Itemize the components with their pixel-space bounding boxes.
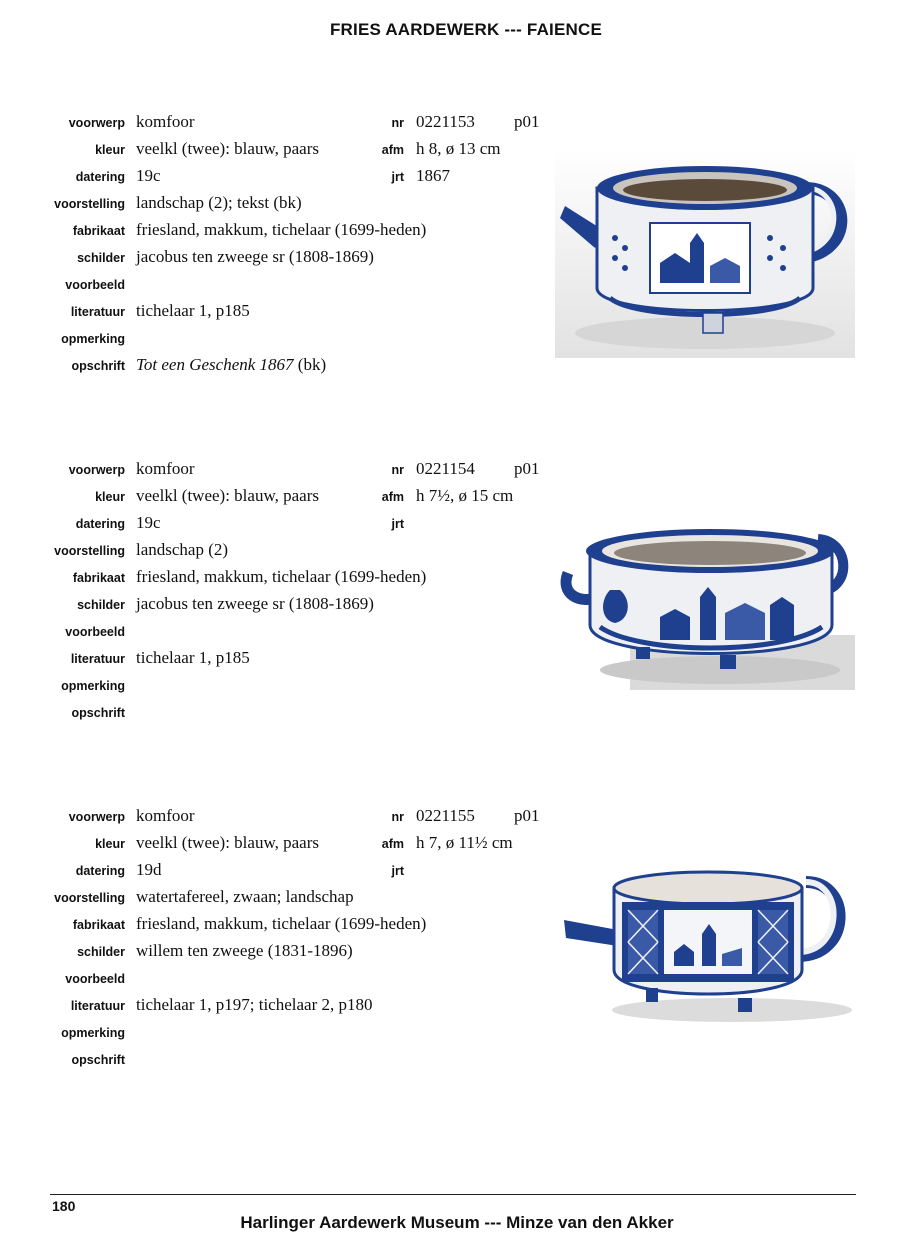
label-opschrift: opschrift [71, 359, 125, 373]
value-nr: 0221155 [416, 806, 475, 825]
label-voorstelling: voorstelling [54, 891, 125, 905]
label-voorwerp: voorwerp [68, 116, 125, 130]
label-nr: nr [391, 463, 404, 477]
footer-text: Harlinger Aardewerk Museum --- Minze van den Akker [240, 1213, 674, 1232]
label-jrt: jrt [391, 864, 404, 878]
label-voorbeeld: voorbeeld [65, 625, 125, 639]
label-voorstelling: voorstelling [54, 197, 125, 211]
label-literatuur: literatuur [70, 652, 125, 666]
page-number: 180 [52, 1198, 76, 1214]
label-voorbeeld: voorbeeld [65, 278, 125, 292]
label-jrt: jrt [391, 170, 404, 184]
komfoor-photo [560, 505, 855, 690]
label-literatuur: literatuur [70, 305, 125, 319]
label-fabrikaat: fabrikaat [72, 918, 125, 932]
value-opschrift [136, 355, 326, 375]
value-page: p01 [514, 806, 540, 825]
value-schilder: jacobus ten zweege sr (1808-1869) [136, 594, 374, 613]
value-voorstelling: watertafereel, zwaan; landschap [136, 887, 354, 906]
value-literatuur: tichelaar 1, p185 [136, 648, 250, 667]
label-opmerking: opmerking [61, 679, 125, 693]
value-nr: 0221153 [416, 112, 475, 131]
value-literatuur: tichelaar 1, p197; tichelaar 2, p180 [136, 995, 373, 1014]
value-kleur: veelkl (twee): blauw, paars [136, 486, 319, 505]
value-page: p01 [514, 459, 540, 478]
label-voorstelling: voorstelling [54, 544, 125, 558]
opschrift-rest: (bk) [293, 355, 327, 374]
label-afm: afm [381, 837, 404, 851]
label-opschrift: opschrift [71, 706, 125, 720]
label-schilder: schilder [77, 945, 125, 959]
value-datering: 19c [136, 513, 161, 532]
value-voorstelling: landschap (2) [136, 540, 229, 559]
label-datering: datering [75, 517, 125, 531]
label-fabrikaat: fabrikaat [72, 571, 125, 585]
value-datering: 19d [136, 860, 162, 879]
label-afm: afm [381, 143, 404, 157]
label-schilder: schilder [77, 598, 125, 612]
value-kleur: veelkl (twee): blauw, paars [136, 139, 319, 158]
value-fabrikaat: friesland, makkum, tichelaar (1699-heden) [136, 567, 427, 586]
label-datering: datering [75, 170, 125, 184]
value-afm: h 7½, ø 15 cm [416, 486, 514, 505]
value-schilder: jacobus ten zweege sr (1808-1869) [136, 247, 374, 266]
value-afm: h 7, ø 11½ cm [416, 833, 513, 852]
page-title: FRIES AARDEWERK --- FAIENCE [329, 20, 603, 39]
label-jrt: jrt [391, 517, 404, 531]
komfoor-photo [555, 148, 855, 358]
footer-rule [50, 1194, 856, 1195]
value-voorwerp: komfoor [136, 459, 195, 478]
label-voorwerp: voorwerp [68, 463, 125, 477]
label-kleur: kleur [95, 490, 125, 504]
value-kleur: veelkl (twee): blauw, paars [136, 833, 319, 852]
value-voorstelling: landschap (2); tekst (bk) [136, 193, 302, 212]
label-fabrikaat: fabrikaat [72, 224, 125, 238]
value-fabrikaat: friesland, makkum, tichelaar (1699-heden) [136, 914, 427, 933]
label-kleur: kleur [95, 143, 125, 157]
label-literatuur: literatuur [70, 999, 125, 1013]
value-page: p01 [514, 112, 540, 131]
label-opschrift: opschrift [71, 1053, 125, 1067]
value-fabrikaat: friesland, makkum, tichelaar (1699-heden) [136, 220, 427, 239]
opschrift-italic: Tot een Geschenk 1867 [136, 355, 294, 374]
label-opmerking: opmerking [61, 1026, 125, 1040]
value-nr: 0221154 [416, 459, 475, 478]
label-schilder: schilder [77, 251, 125, 265]
value-voorwerp: komfoor [136, 806, 195, 825]
value-voorwerp: komfoor [136, 112, 195, 131]
value-jrt: 1867 [416, 166, 450, 185]
label-voorwerp: voorwerp [68, 810, 125, 824]
label-afm: afm [381, 490, 404, 504]
value-datering: 19c [136, 166, 161, 185]
value-afm: h 8, ø 13 cm [416, 139, 501, 158]
label-nr: nr [391, 116, 404, 130]
label-opmerking: opmerking [61, 332, 125, 346]
label-kleur: kleur [95, 837, 125, 851]
value-schilder: willem ten zweege (1831-1896) [136, 941, 353, 960]
value-literatuur: tichelaar 1, p185 [136, 301, 250, 320]
label-nr: nr [391, 810, 404, 824]
label-voorbeeld: voorbeeld [65, 972, 125, 986]
label-datering: datering [75, 864, 125, 878]
komfoor-photo [562, 860, 854, 1030]
